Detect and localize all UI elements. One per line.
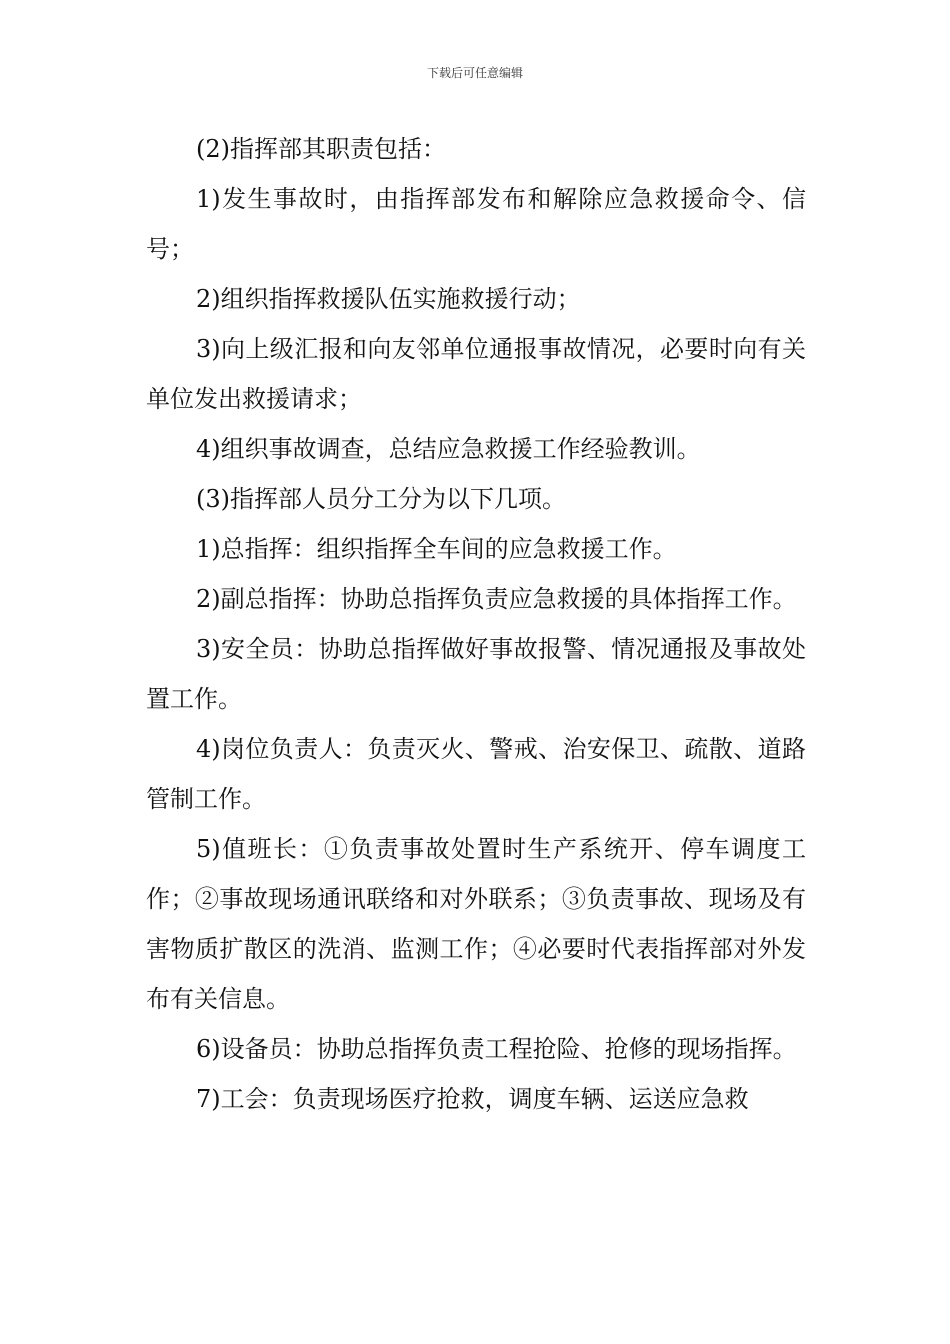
paragraph-staff-division: (3)指挥部人员分工分为以下几项。 (196, 485, 566, 513)
paragraph-role-commander: 1)总指挥：组织指挥全车间的应急救援工作。 (196, 535, 677, 563)
paragraph-role-union: 7)工会：负责现场医疗抢救，调度车辆、运送应急救 (196, 1085, 749, 1113)
paragraph-duty-3: 3)向上级汇报和向友邻单位通报事故情况，必要时向有关单位发出救援请求； (146, 335, 806, 413)
paragraph-role-equipment-officer: 6)设备员：协助总指挥负责工程抢险、抢修的现场指挥。 (196, 1035, 797, 1063)
document-body (146, 124, 806, 1124)
header-note: 下载后可任意编辑 (426, 66, 523, 80)
paragraph-command-duties: (2)指挥部其职责包括： (196, 135, 446, 163)
paragraph-role-shift-leader: 5)值班长：①负责事故处置时生产系统开、停车调度工作；②事故现场通讯联络和对外联系；③负责事故、现场及有害物质扩散区的洗消、监测工作；④必要时代表指挥部对外发布有关信息。 (146, 835, 806, 1013)
paragraph-role-safety-officer: 3)安全员：协助总指挥做好事故报警、情况通报及事故处置工作。 (146, 635, 806, 713)
paragraph-role-post-leader: 4)岗位负责人：负责灭火、警戒、治安保卫、疏散、道路管制工作。 (146, 735, 806, 813)
paragraph-duty-2: 2)组织指挥救援队伍实施救援行动； (196, 285, 581, 313)
paragraph-duty-1: 1)发生事故时，由指挥部发布和解除应急救援命令、信号； (146, 185, 806, 263)
paragraph-role-deputy-commander: 2)副总指挥：协助总指挥负责应急救援的具体指挥工作。 (196, 585, 797, 613)
paragraph-duty-4: 4)组织事故调查，总结应急救援工作经验教训。 (196, 435, 701, 463)
